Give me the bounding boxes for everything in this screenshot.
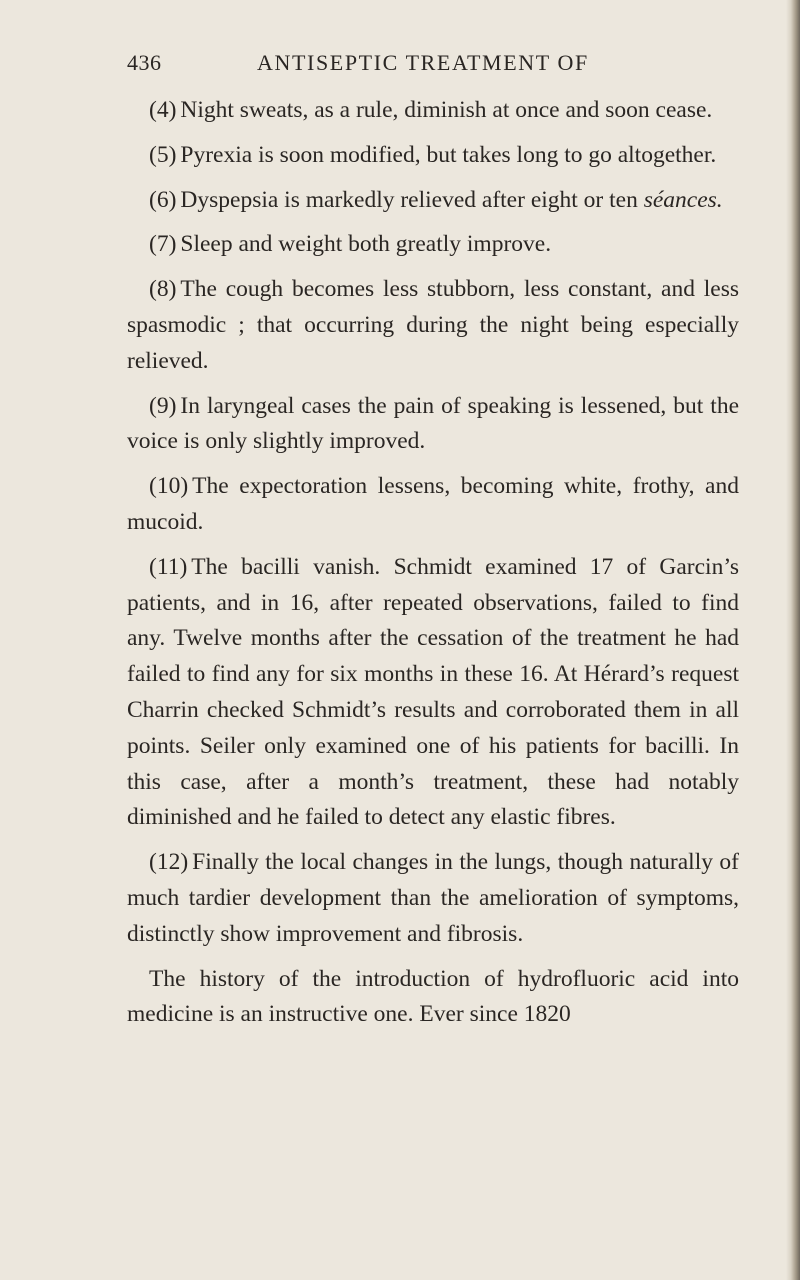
item-number: (9) xyxy=(149,392,177,419)
item-number: (7) xyxy=(149,231,177,258)
paragraph-item-7 xyxy=(127,227,739,263)
item-number: (8) xyxy=(149,276,177,303)
page-edge-shadow xyxy=(786,0,800,1280)
paragraph-history xyxy=(127,962,739,1034)
item-number: (10) xyxy=(149,473,189,500)
paragraph-text: Dyspepsia is markedly relieved after eight or ten xyxy=(180,186,638,213)
item-number: (12) xyxy=(149,849,189,876)
paragraph-text: The cough becomes less stubborn, less constant, and less spasmodic ; that occurring during the night being especially relieved. xyxy=(127,276,739,374)
paragraph-item-11 xyxy=(127,550,739,836)
item-number: (11) xyxy=(149,553,188,580)
running-title: ANTISEPTIC TREATMENT OF xyxy=(257,50,589,75)
page-number: 436 xyxy=(127,50,162,75)
paragraph-item-8 xyxy=(127,272,739,379)
item-number: (4) xyxy=(149,97,177,123)
italic-term: séances. xyxy=(643,186,723,213)
body-text xyxy=(127,93,739,1042)
paragraph-item-9 xyxy=(127,389,739,461)
paragraph-text: The expectoration lessens, becoming white, frothy, and mucoid. xyxy=(127,473,739,535)
item-number: (6) xyxy=(149,186,177,213)
item-number: (5) xyxy=(149,141,177,168)
paragraph-item-6 xyxy=(127,183,739,219)
paragraph-text: Finally the local changes in the lungs, though naturally of much tardier development than the amelioration of symptoms, distinctly show improvement and fibrosis. xyxy=(127,849,739,947)
page-header xyxy=(127,50,727,90)
paragraph-item-12 xyxy=(127,845,739,952)
paragraph-text: The bacilli vanish. Schmidt examined 17 of Garcin’s patients, and in 16, after repeated observations, failed to find any. Twelve months after the cessation of the treatment he had failed to find any for six months in these 16. At Hérard’s request Charrin checked Schmidt’s results and corroborated them in all points. Seiler only examined one of his patients for bacilli. In this case, after a month’s treatment, these had notably diminished and he failed to detect any elastic fibres. xyxy=(127,553,739,831)
paragraph-text: In laryngeal cases the pain of speaking is lessened, but the voice is only slightly improved. xyxy=(127,392,739,455)
paragraph-text: Pyrexia is soon modified, but takes long to go altogether. xyxy=(180,141,717,168)
paragraph-text: Night sweats, as a rule, diminish at once and soon cease. xyxy=(180,97,713,123)
paragraph-text: The history of the introduction of hydrofluoric acid into medicine is an instructive one. Ever since 1820 xyxy=(127,965,739,1028)
paragraph-text: Sleep and weight both greatly improve. xyxy=(180,231,552,258)
paragraph-item-10 xyxy=(127,469,739,541)
paragraph-item-4 xyxy=(127,93,739,129)
paragraph-item-5 xyxy=(127,138,739,174)
